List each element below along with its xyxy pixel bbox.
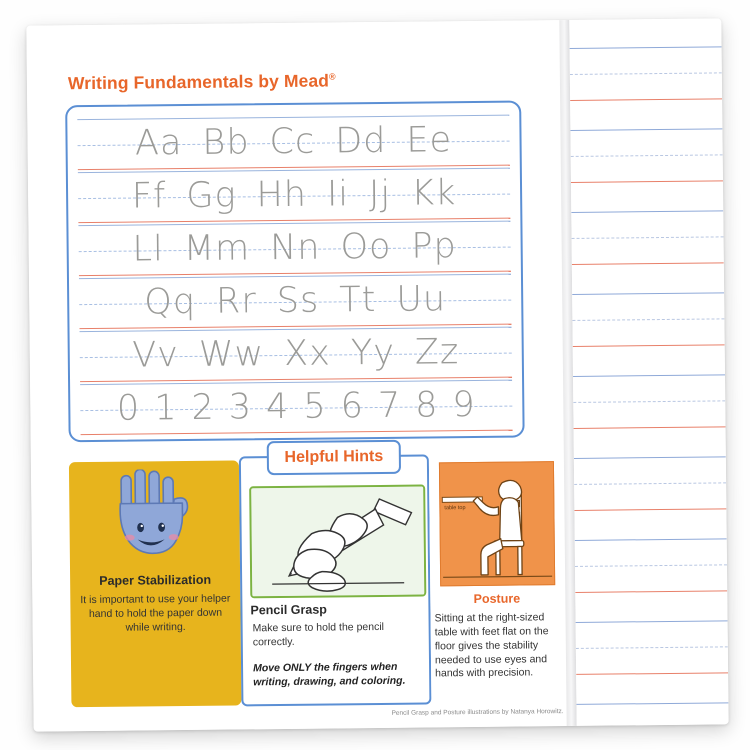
rule-line bbox=[570, 128, 722, 131]
hint-panel-posture bbox=[429, 457, 565, 703]
posture-illustration bbox=[439, 461, 555, 586]
letter-pair: Dd bbox=[335, 120, 387, 162]
letter-pair: Bb bbox=[202, 122, 250, 163]
rule-line bbox=[575, 538, 727, 541]
letter-pair: Ww bbox=[198, 334, 265, 375]
panel-title-pencil-grasp: Pencil Grasp bbox=[250, 602, 327, 618]
helpful-hints-banner bbox=[267, 440, 401, 475]
digit: 1 bbox=[154, 388, 178, 429]
rule-line bbox=[575, 590, 727, 593]
rule-line bbox=[571, 210, 723, 213]
panel-body-posture: Sitting at the right-sized table with feet flat on the floor gives the stability needed to use eyes and hands with precision. bbox=[434, 611, 549, 680]
digit: 3 bbox=[228, 387, 253, 428]
letter-pair: Ss bbox=[276, 280, 320, 322]
letter-pair: Oo bbox=[340, 226, 392, 268]
letter-pair: Mm bbox=[183, 228, 251, 270]
rule-line bbox=[574, 456, 726, 459]
rule-line bbox=[573, 400, 725, 403]
rule-line bbox=[570, 98, 722, 101]
rule-line bbox=[574, 482, 726, 485]
digit: 2 bbox=[191, 387, 215, 428]
rule-line bbox=[571, 180, 723, 183]
letter-pair: Hh bbox=[256, 174, 308, 216]
letter-pair: Cc bbox=[269, 121, 316, 163]
digit: 6 bbox=[340, 386, 365, 427]
notebook-right-page bbox=[569, 18, 728, 726]
letter-pair: Vv bbox=[132, 335, 180, 376]
helpful-hints-label: Helpful Hints bbox=[284, 447, 384, 466]
panel-body-paper-stabilization: It is important to use your helper hand to hold the paper down while writing. bbox=[80, 592, 231, 634]
letter-pair: Zz bbox=[414, 332, 460, 373]
rule-line bbox=[574, 426, 726, 429]
digit: 0 bbox=[116, 388, 141, 429]
open-notebook bbox=[26, 18, 728, 731]
letter-pair: Nn bbox=[269, 227, 321, 269]
brand-title-text: Writing Fundamentals by Mead bbox=[67, 70, 330, 94]
rule-line bbox=[576, 702, 728, 705]
letter-pair: Ii bbox=[326, 174, 350, 215]
illustration-credit: Pencil Grasp and Posture illustrations by Natanya Horowitz. bbox=[391, 708, 564, 717]
digit: 8 bbox=[414, 385, 439, 426]
letter-pair: Xx bbox=[283, 333, 332, 374]
panel-emphasis-pencil-grasp: Move ONLY the fingers when writing, drawing, and coloring. bbox=[253, 660, 406, 689]
letter-pair: Aa bbox=[134, 123, 183, 164]
panel-title-paper-stabilization: Paper Stabilization bbox=[99, 572, 212, 588]
letter-pair: Uu bbox=[396, 279, 447, 320]
rule-line bbox=[573, 344, 725, 347]
hint-panel-paper-stabilization bbox=[69, 460, 242, 707]
rule-line bbox=[576, 620, 728, 623]
rule-line bbox=[571, 154, 723, 157]
letter-pair: Gg bbox=[186, 175, 237, 216]
letter-pair: Pp bbox=[411, 226, 457, 267]
digit: 4 bbox=[265, 386, 290, 428]
rule-line bbox=[572, 292, 724, 295]
svg-text:table top: table top bbox=[444, 505, 466, 512]
letter-pair: Tt bbox=[339, 280, 377, 321]
digit: 9 bbox=[452, 384, 476, 426]
letter-pair: Kk bbox=[410, 173, 457, 214]
rule-line bbox=[573, 374, 725, 377]
practice-line-row bbox=[80, 378, 513, 441]
rule-line bbox=[572, 262, 724, 265]
rule-line bbox=[575, 564, 727, 567]
rule-line bbox=[572, 236, 724, 239]
panel-title-posture: Posture bbox=[473, 591, 521, 607]
digit: 7 bbox=[377, 385, 402, 426]
letter-pair: Jj bbox=[368, 173, 392, 215]
helper-hand-icon bbox=[111, 469, 198, 575]
letter-pair: Ll bbox=[132, 229, 165, 270]
alphabet-practice-box bbox=[65, 100, 525, 442]
letter-pair: Yy bbox=[350, 332, 396, 374]
page-title bbox=[68, 70, 336, 94]
hint-panel-pencil-grasp bbox=[239, 454, 432, 706]
rule-line bbox=[574, 508, 726, 511]
rule-line bbox=[570, 72, 722, 75]
letter-pair: Qq bbox=[144, 281, 197, 323]
registered-mark: ® bbox=[328, 71, 336, 82]
notebook-left-page bbox=[26, 20, 566, 732]
letter-pair: Ff bbox=[131, 176, 167, 217]
rule-line bbox=[570, 46, 722, 49]
pencil-grasp-illustration bbox=[249, 485, 426, 599]
panel-body-pencil-grasp: Make sure to hold the pencil correctly. bbox=[252, 620, 385, 649]
number-row bbox=[80, 376, 513, 439]
rule-line bbox=[572, 318, 724, 321]
rule-line bbox=[576, 646, 728, 649]
digit: 5 bbox=[303, 386, 327, 427]
letter-pair: Rr bbox=[215, 281, 257, 322]
rule-line bbox=[576, 672, 728, 675]
letter-pair: Ee bbox=[406, 120, 453, 161]
